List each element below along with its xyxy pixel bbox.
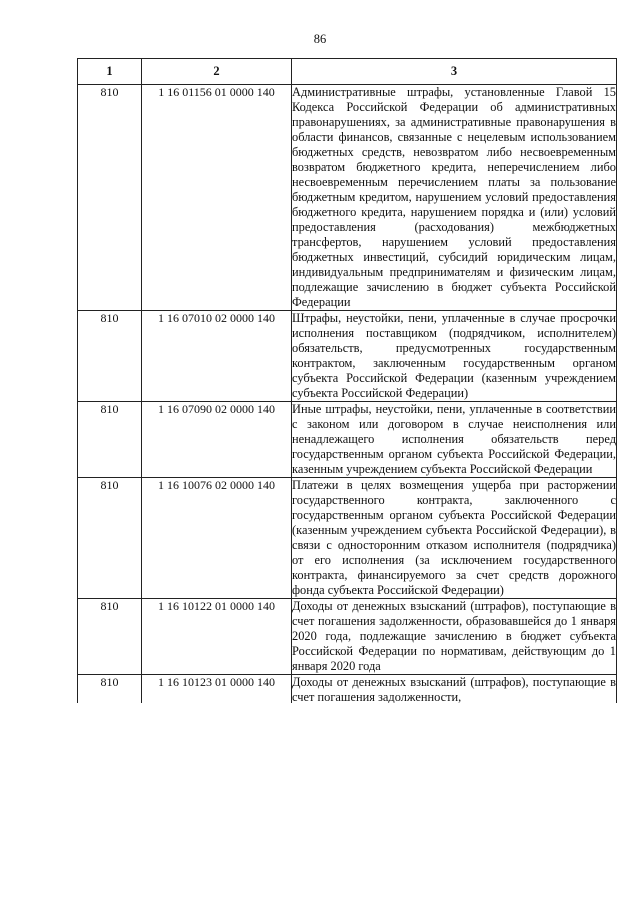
kbk-code-cell: 1 16 10076 02 0000 140	[142, 478, 292, 599]
column-header-1: 1	[78, 59, 142, 85]
description-cell: Штрафы, неустойки, пени, уплаченные в случае просрочки исполнения поставщиком (подрядчиком, исполнителем) обязательств, предусмотренных государственным контрактом, заключенным государственным органом субъекта Российской Федерации (казенным учреждением субъекта Российской Федерации)	[292, 311, 616, 400]
table-row	[78, 402, 617, 478]
table-row	[78, 85, 617, 311]
table-row	[78, 478, 617, 599]
admin-code-cell: 810	[78, 599, 142, 675]
description-cell: Иные штрафы, неустойки, пени, уплаченные в соответствии с законом или договором в случае неисполнения или ненадлежащего исполнения обязательств перед государственным органом субъекта Российской Федерации, казенным учреждением субъекта Российской Федерации	[292, 402, 616, 476]
description-cell: Доходы от денежных взысканий (штрафов), поступающие в счет погашения задолженности, образовавшейся до 1 января 2020 года, подлежащие зачислению в бюджет субъекта Российской Федерации по нормативам, действующим до 1 января 2020 года	[292, 599, 616, 673]
kbk-code-cell: 1 16 07010 02 0000 140	[142, 311, 292, 402]
page-number: 86	[313, 32, 327, 46]
description-cell: Платежи в целях возмещения ущерба при расторжении государственного контракта, заключенного с государственным органом субъекта Российской Федерации (казенным учреждением субъекта Российской Федерации), в связи с односторонним отказом исполнителя (подрядчика) от его исполнения (за исключением государственного контракта, финансируемого за счет средств дорожного фонда субъекта Российской Федерации)	[292, 478, 616, 597]
description-cell: Административные штрафы, установленные Главой 15 Кодекса Российской Федерации об административных правонарушениях, за административные правонарушения в области финансов, связанные с нецелевым использованием бюджетных средств, невозвратом либо несвоевременным возвратом бюджетного кредита, неперечислением либо несвоевременным перечислением платы за пользование бюджетным кредитом, нарушением условий предоставления бюджетного кредита, нарушением порядка и (или) условий предоставления (расходования) межбюджетных трансфертов, нарушением условий предоставления бюджетных инвестиций, субсидий юридическим лицам, индивидуальным предпринимателям и физическим лицам, подлежащие зачислению в бюджет субъекта Российской Федерации	[292, 85, 616, 309]
kbk-code-cell: 1 16 01156 01 0000 140	[142, 85, 292, 311]
kbk-code-cell: 1 16 07090 02 0000 140	[142, 402, 292, 478]
admin-code-cell: 810	[78, 85, 142, 311]
kbk-code-cell: 1 16 10122 01 0000 140	[142, 599, 292, 675]
description-cell	[292, 675, 617, 704]
kbk-code-cell: 1 16 10123 01 0000 140	[142, 675, 292, 704]
admin-code-cell: 810	[78, 402, 142, 478]
table-row	[78, 599, 617, 675]
table-row	[78, 311, 617, 402]
column-header-3: 3	[292, 59, 617, 85]
description-text: Доходы от денежных взысканий (штрафов), поступающие в счет погашения задолженности,	[292, 675, 616, 703]
admin-code-cell: 810	[78, 478, 142, 599]
table-row	[78, 675, 617, 704]
revenue-codes-table	[77, 58, 617, 703]
admin-code-cell: 810	[78, 675, 142, 704]
admin-code-cell: 810	[78, 311, 142, 402]
column-header-2: 2	[142, 59, 292, 85]
table-header-row	[78, 59, 617, 85]
